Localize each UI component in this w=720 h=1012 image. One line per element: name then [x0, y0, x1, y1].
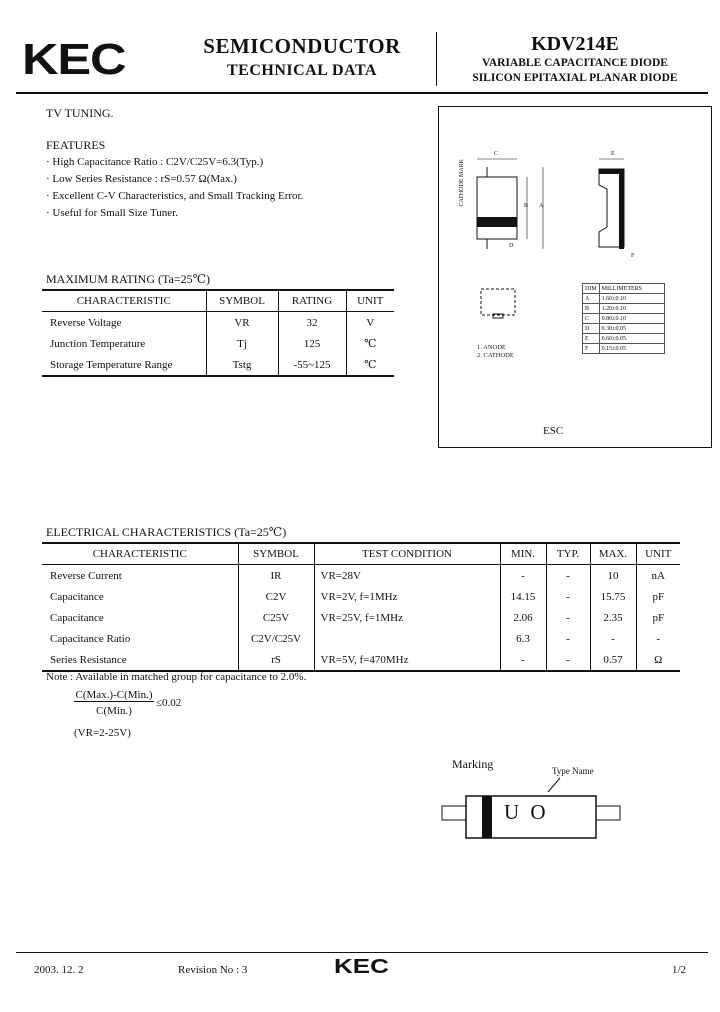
cell-max: 10 — [590, 565, 636, 587]
col-header: TYP. — [546, 543, 590, 565]
dimension-table — [582, 283, 665, 354]
cell-max: 2.35 — [590, 607, 636, 628]
cell-characteristic: Junction Temperature — [50, 337, 146, 350]
dim-key: B — [583, 304, 600, 314]
kec-logo: KEC — [22, 35, 126, 84]
electrical-table — [42, 542, 680, 672]
cell-typ: - — [546, 607, 590, 628]
pin1-label: 1. ANODE — [477, 344, 506, 351]
part-number: KDV214E — [531, 33, 619, 55]
max-rating-heading: MAXIMUM RATING (Ta=25℃) — [46, 272, 211, 286]
cell-test-condition: VR=28V — [314, 565, 500, 587]
cell-characteristic: Capacitance — [50, 590, 104, 603]
cell-unit: V — [346, 312, 394, 334]
cell-symbol: C25V — [238, 607, 314, 628]
dim-label-e: E — [611, 151, 615, 157]
dim-label-d: D — [509, 243, 514, 249]
note-denominator: C(Min.) — [96, 705, 132, 717]
cell-test-condition: VR=5V, f=470MHz — [314, 649, 500, 671]
cell-characteristic: Capacitance Ratio — [50, 632, 131, 645]
col-header: SYMBOL — [206, 290, 278, 312]
cell-symbol: IR — [238, 565, 314, 587]
cell-symbol: C2V — [238, 586, 314, 607]
electrical-heading: ELECTRICAL CHARACTERISTICS (Ta=25℃) — [46, 525, 287, 539]
part-description-2: SILICON EPITAXIAL PLANAR DIODE — [472, 72, 678, 84]
dim-value: 0.30±0.05 — [599, 324, 664, 334]
cell-symbol: Tj — [206, 333, 278, 354]
cathode-mark-label: CATHODE MARK — [459, 159, 465, 207]
feature-item: · Excellent C-V Characteristics, and Small Tracking Error. — [46, 190, 304, 202]
cell-min: - — [500, 565, 546, 587]
dim-value: 1.60±0.10 — [599, 294, 664, 304]
package-drawing — [439, 107, 711, 447]
cell-characteristic: Series Resistance — [50, 653, 127, 666]
dim-value: 0.15±0.05 — [599, 344, 664, 354]
marking-code: U O — [504, 800, 549, 824]
footer-date: 2003. 12. 2 — [34, 964, 84, 976]
cell-typ: - — [546, 565, 590, 587]
dim-key: F — [583, 344, 600, 354]
cell-max: 15.75 — [590, 586, 636, 607]
dim-label-c: C — [494, 151, 499, 157]
cell-max: 0.57 — [590, 649, 636, 671]
cell-rating: -55~125 — [278, 354, 346, 376]
part-description-1: VARIABLE CAPACITANCE DIODE — [482, 57, 668, 69]
pin2-label: 2. CATHODE — [477, 352, 514, 359]
feature-item: · High Capacitance Ratio : C2V/C25V=6.3(Typ.) — [46, 156, 264, 168]
feature-item: · Useful for Small Size Tuner. — [46, 207, 178, 219]
header-rule — [16, 92, 708, 94]
package-outline-box — [438, 106, 712, 448]
cell-symbol: Tstg — [206, 354, 278, 376]
cell-typ: - — [546, 586, 590, 607]
dim-key: D — [583, 324, 600, 334]
col-header: CHARACTERISTIC — [42, 543, 238, 565]
cell-characteristic: Reverse Voltage — [50, 316, 122, 329]
cell-unit: pF — [636, 586, 680, 607]
dim-key: E — [583, 334, 600, 344]
cell-symbol: C2V/C25V — [238, 628, 314, 649]
table-row — [42, 607, 680, 628]
col-header: TEST CONDITION — [314, 543, 500, 565]
cell-test-condition: VR=2V, f=1MHz — [314, 586, 500, 607]
type-name-label: Type Name — [552, 766, 594, 776]
table-row — [42, 312, 394, 334]
cell-rating: 125 — [278, 333, 346, 354]
dim-key: C — [583, 314, 600, 324]
table-row — [42, 649, 680, 671]
col-header: SYMBOL — [238, 543, 314, 565]
col-header: RATING — [278, 290, 346, 312]
cell-max: - — [590, 628, 636, 649]
cell-unit: pF — [636, 607, 680, 628]
features-heading: FEATURES — [46, 138, 106, 152]
dim-header: DIM — [583, 284, 600, 294]
footer-revision: Revision No : 3 — [178, 964, 248, 976]
dim-label-f: F — [631, 253, 635, 259]
cell-characteristic: Reverse Current — [50, 569, 122, 582]
header-title: SEMICONDUCTOR — [203, 34, 401, 58]
max-rating-table — [42, 289, 394, 377]
cell-min: 14.15 — [500, 586, 546, 607]
table-row — [42, 628, 680, 649]
col-header: MIN. — [500, 543, 546, 565]
note-numerator: C(Max.)-C(Min.) — [75, 689, 153, 701]
dim-value: 1.20±0.10 — [599, 304, 664, 314]
header-divider — [436, 32, 437, 86]
footer-page: 1/2 — [672, 964, 687, 976]
cell-test-condition: VR=25V, f=1MHz — [314, 607, 500, 628]
table-row — [42, 586, 680, 607]
dim-key: A — [583, 294, 600, 304]
dim-value: 0.60±0.05 — [599, 334, 664, 344]
dim-value: 0.80±0.10 — [599, 314, 664, 324]
cell-min: - — [500, 649, 546, 671]
table-row — [42, 565, 680, 587]
cell-typ: - — [546, 628, 590, 649]
dim-label-b: B — [524, 203, 529, 209]
footer-rule — [16, 952, 708, 953]
cell-characteristic: Capacitance — [50, 611, 104, 624]
header-subtitle: TECHNICAL DATA — [227, 62, 377, 79]
col-header: CHARACTERISTIC — [42, 290, 206, 312]
cell-typ: - — [546, 649, 590, 671]
cell-min: 6.3 — [500, 628, 546, 649]
cell-test-condition — [314, 628, 500, 649]
col-header: UNIT — [636, 543, 680, 565]
note-text: Note : Available in matched group for capacitance to 2.0%. — [46, 671, 307, 683]
cell-unit: Ω — [636, 649, 680, 671]
footer-logo: KEC — [334, 956, 389, 978]
note-range: (VR=2-25V) — [74, 727, 131, 739]
package-name: ESC — [543, 425, 564, 437]
table-row — [42, 333, 394, 354]
cell-unit: ℃ — [346, 354, 394, 376]
cell-rating: 32 — [278, 312, 346, 334]
feature-item: · Low Series Resistance : rS=0.57 Ω(Max.) — [46, 173, 237, 185]
cell-min: 2.06 — [500, 607, 546, 628]
marking-heading: Marking — [452, 757, 494, 771]
col-header: MAX. — [590, 543, 636, 565]
application-text: TV TUNING. — [46, 106, 114, 120]
cell-unit: ℃ — [346, 333, 394, 354]
table-row — [42, 354, 394, 376]
dim-label-a: A — [539, 203, 544, 209]
cell-unit: nA — [636, 565, 680, 587]
cell-characteristic: Storage Temperature Range — [50, 358, 173, 371]
cell-symbol: VR — [206, 312, 278, 334]
cell-symbol: rS — [238, 649, 314, 671]
dim-header: MILLIMETERS — [599, 284, 664, 294]
cell-unit: - — [636, 628, 680, 649]
col-header: UNIT — [346, 290, 394, 312]
note-rhs: ≤0.02 — [156, 697, 182, 709]
